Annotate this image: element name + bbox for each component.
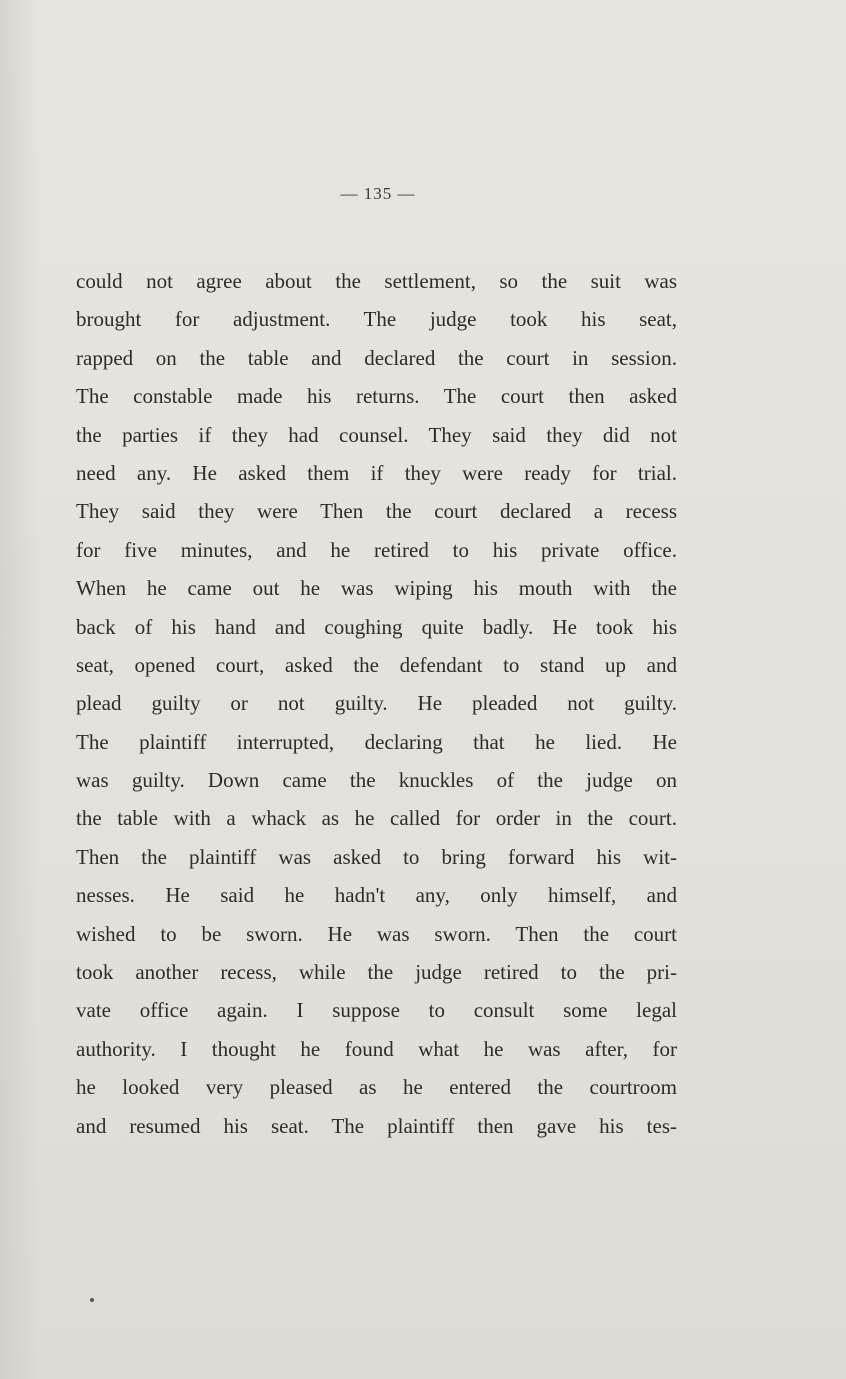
text-line: took another recess, while the judge retired to the pri- (76, 960, 677, 985)
paper-speck (90, 1298, 94, 1302)
text-line: Then the plaintiff was asked to bring forward his wit- (76, 844, 677, 869)
text-line: plead guilty or not guilty. He pleaded not guilty. (76, 691, 677, 716)
text-line: he looked very pleased as he entered the courtroom (76, 1075, 677, 1100)
text-line: was guilty. Down came the knuckles of the judge on (76, 768, 677, 793)
text-line: The plaintiff interrupted, declaring that he lied. He (76, 729, 677, 754)
body-text (76, 262, 677, 1145)
text-line: The constable made his returns. The court then asked (76, 384, 677, 409)
text-line: authority. I thought he found what he was after, for (76, 1036, 677, 1061)
text-line: rapped on the table and declared the court in session. (76, 345, 677, 370)
text-line: wished to be sworn. He was sworn. Then the court (76, 921, 677, 946)
text-line: the table with a whack as he called for order in the court. (76, 806, 677, 831)
text-line: and resumed his seat. The plaintiff then gave his tes- (76, 1113, 677, 1138)
text-line: They said they were Then the court declared a recess (76, 499, 677, 524)
text-line: could not agree about the settlement, so the suit was (76, 269, 677, 293)
text-line: vate office again. I suppose to consult some legal (76, 998, 677, 1023)
text-line: brought for adjustment. The judge took his seat, (76, 307, 677, 332)
text-line: for five minutes, and he retired to his private office. (76, 537, 677, 562)
text-line: When he came out he was wiping his mouth with the (76, 576, 677, 601)
text-line: seat, opened court, asked the defendant to stand up and (76, 652, 677, 677)
text-line: the parties if they had counsel. They said they did not (76, 422, 677, 447)
text-line: need any. He asked them if they were ready for trial. (76, 460, 677, 485)
page-number: — 135 — (340, 184, 416, 203)
text-line: back of his hand and coughing quite badly. He took his (76, 614, 677, 639)
text-line: nesses. He said he hadn't any, only himself, and (76, 883, 677, 908)
